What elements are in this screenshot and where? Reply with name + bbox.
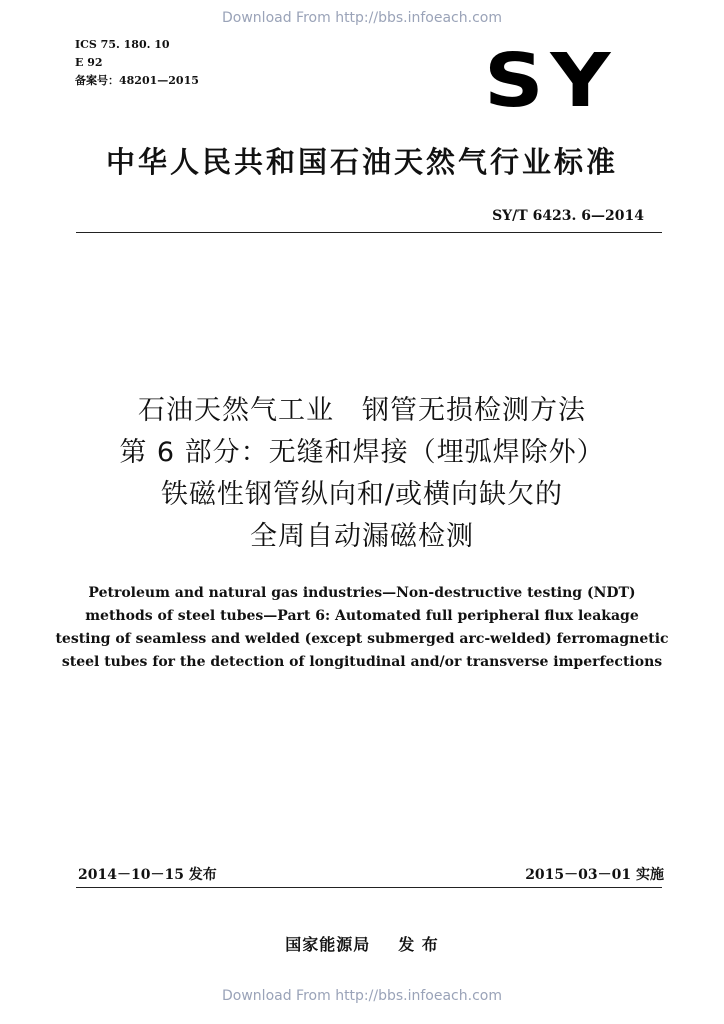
filing-number: 备案号：48201—2015 <box>75 74 199 87</box>
title-cn-line: 石油天然气工业 钢管无损检测方法 <box>138 395 586 426</box>
ccs-code: E 92 <box>75 56 103 69</box>
title-cn-line: 第 6 部分：无缝和焊接（埋弧焊除外） <box>119 437 605 468</box>
footer-divider <box>76 887 662 888</box>
sy-logo: SY <box>484 38 618 124</box>
effective-date: 2015－03－01 实施 <box>525 867 664 883</box>
issuer-org: 国家能源局 <box>285 935 371 954</box>
watermark-top: Download From http://bbs.infoeach.com <box>222 10 502 26</box>
title-en-line: Petroleum and natural gas industries—Non-destructive testing (NDT) <box>88 585 636 601</box>
title-en-line: steel tubes for the detection of longitudinal and/or transverse imperfections <box>61 654 663 670</box>
ics-code: ICS 75. 180. 10 <box>75 38 170 51</box>
issuer-action: 发 布 <box>398 935 439 954</box>
title-cn-line: 铁磁性钢管纵向和/或横向缺欠的 <box>160 479 564 510</box>
title-en-line: testing of seamless and welded (except submerged arc-welded) ferromagnetic <box>55 631 669 647</box>
watermark-bottom: Download From http://bbs.infoeach.com <box>222 988 502 1004</box>
title-cn-line: 全周自动漏磁检测 <box>250 521 474 552</box>
header-divider <box>76 232 662 233</box>
issue-date: 2014－10－15 发布 <box>78 867 217 883</box>
title-en-line: methods of steel tubes—Part 6: Automated full peripheral flux leakage <box>85 608 639 624</box>
org-title: 中华人民共和国石油天然气行业标准 <box>105 145 618 179</box>
standard-number: SY/T 6423. 6—2014 <box>492 208 644 224</box>
issuer <box>0 932 724 955</box>
